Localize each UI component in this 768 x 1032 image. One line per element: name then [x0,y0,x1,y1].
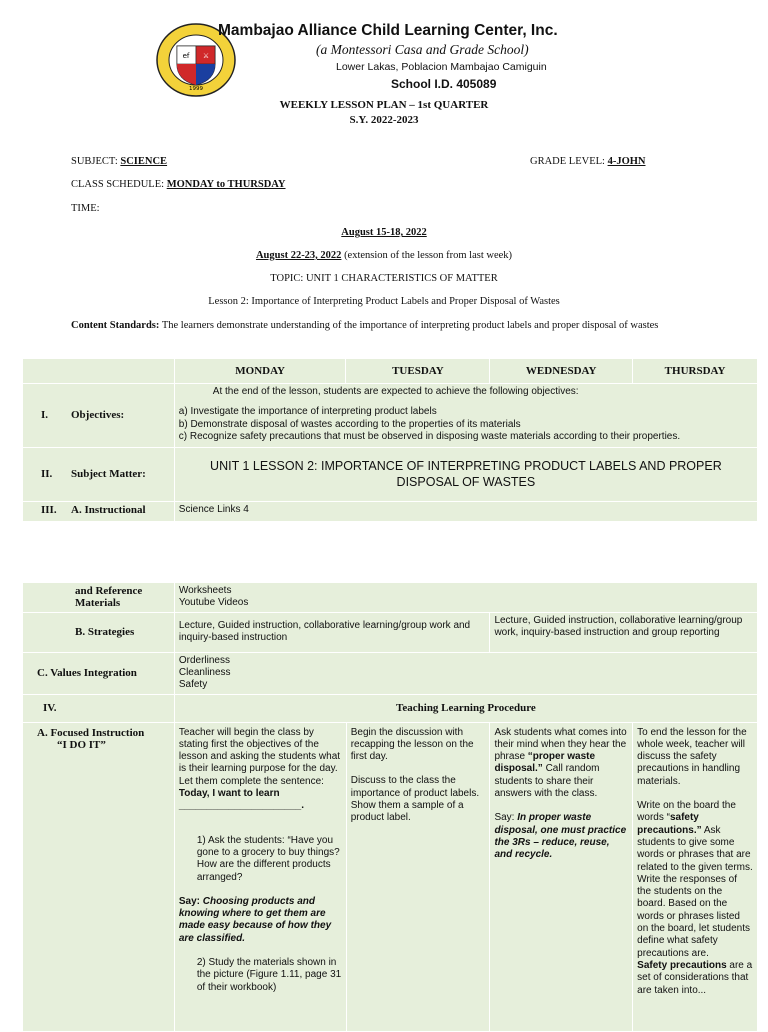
grade-line [530,156,646,167]
reference-values-cell [174,583,757,613]
wednesday-p1-bold: “proper waste disposal.” [494,751,596,775]
wednesday-say [494,812,628,861]
thursday-p3-bold: Safety precautions [637,959,727,971]
values-label: C. Values Integration [23,652,175,694]
date-1: August 15-18, 2022 [341,227,427,238]
subject-matter-value: UNIT 1 LESSON 2: IMPORTANCE OF INTERPRETING PRODUCT LABELS AND PROPER DISPOSAL OF WASTES [174,448,757,502]
reference-videos: Youtube Videos [178,597,249,609]
thursday-p3-text: are a set of considerations that are taken into... [637,959,753,996]
monday-intro-text: Teacher will begin the class by stating first the objectives of the lesson and asking the students what is their learning purpose for the day. Let them complete the sentence: [178,726,341,787]
focused-thursday-cell [633,722,758,1031]
thursday-p2b: Ask students to give some words or phrases that are related to the given terms. Write the responses of the students on the board. Based on the words or phrases listed on the board, let students define what safety precautions are. [637,824,753,959]
subject-label: SUBJECT: [71,156,121,167]
time-label: TIME: [71,203,100,214]
day-header-row [23,359,758,384]
thursday-p1: To end the lesson for the whole week, teacher will discuss the safety precautions in handling materials. [637,726,747,787]
svg-text:⚔: ⚔ [202,52,210,60]
plan-title-block [0,98,768,128]
subject-line [71,156,167,167]
school-year: S.Y. 2022-2023 [349,114,419,126]
focused-wednesday-cell [490,722,633,1031]
strategies-wed-thu: Lecture, Guided instruction, collaborative learning/group work, inquiry-based instruction and group reporting [490,612,758,652]
objective-a: a) Investigate the importance of interpreting product labels [178,406,437,418]
objectives-label-cell [23,384,175,448]
value-cleanliness: Cleanliness [178,666,231,678]
thursday-p2a: Write on the board the words “ [637,800,736,824]
instructional-label: A. Instructional [71,504,146,516]
objectives-row [23,384,758,448]
tuesday-p2: Discuss to the class the importance of product labels. Show them a sample of a product label. [350,775,480,824]
date-line-1 [0,227,768,238]
monday-item-2: 2) Study the materials shown in the picture (Figure 1.11, page 31 of their workbook) [196,957,342,993]
school-address: Lower Lakas, Poblacion Mambajao Camiguin [336,61,547,73]
focused-label: A. Focused Instruction [37,726,145,739]
monday-say [179,896,342,945]
tuesday-p1: Begin the discussion with recapping the lesson on the first day. [350,726,474,763]
instructional-num: III. [41,504,57,516]
focused-label-cell [23,722,175,1031]
svg-text:ef: ef [182,52,190,60]
day-header-wednesday: WEDNESDAY [490,359,633,384]
values-row [23,652,758,694]
monday-item-1: 1) Ask the students: “Have you gone to a grocery to buy things? How are the different products arranged? [196,834,340,883]
date-2-note: (extension of the lesson from last week) [341,250,513,261]
wednesday-say-label: Say: [494,812,518,824]
wednesday-p1-rest: Call random students to share their answers with the class. [494,763,600,800]
content-standards [71,319,731,333]
grade-label: GRADE LEVEL: [530,156,608,167]
objectives-intro: At the end of the lesson, students are expected to achieve the following objectives: [212,386,579,397]
subject-matter-num: II. [41,468,53,481]
svg-text:1999: 1999 [189,86,203,92]
monday-intro-bold: Today, I want to learn ______________________. [178,788,304,812]
thursday-p2 [637,800,753,960]
procedure-header-row [23,694,758,722]
instructional-row [23,502,758,522]
reference-row [23,583,758,613]
schedule-value: MONDAY to THURSDAY [166,179,286,190]
procedure-title: Teaching Learning Procedure [174,694,757,722]
monday-say-label: Say: [178,895,203,907]
focused-sub: “I DO IT” [57,739,106,752]
values-cell [174,652,757,694]
monday-intro [179,727,342,813]
strategies-row [23,612,758,652]
school-subtitle: (a Montessori Casa and Grade School) [316,42,529,57]
value-orderliness: Orderliness [178,654,230,666]
instructional-value: Science Links 4 [174,502,757,522]
header-empty-cell [23,359,175,384]
focused-monday-cell [174,722,346,1031]
wednesday-p1 [494,727,628,801]
day-header-tuesday: TUESDAY [346,359,490,384]
day-header-thursday: THURSDAY [633,359,758,384]
content-standards-label: Content Standards: [71,320,160,331]
date-2: August 22-23, 2022 [255,250,342,261]
focused-instruction-row [23,722,758,1031]
procedure-num: IV. [23,694,175,722]
lesson-title: Lesson 2: Importance of Interpreting Product Labels and Proper Disposal of Wastes [208,296,560,307]
strategies-mon-tue: Lecture, Guided instruction, collaborative learning/group work and inquiry-based instruction [174,612,490,652]
plan-title: WEEKLY LESSON PLAN – 1st QUARTER [279,99,489,111]
wednesday-say-text: In proper waste disposal, one must practice the 3Rs – reduce, reuse, and recycle. [494,812,627,861]
day-header-monday: MONDAY [174,359,346,384]
reference-worksheets: Worksheets [178,585,232,596]
subject-matter-row [23,448,758,502]
objective-b: b) Demonstrate disposal of wastes according to the properties of its materials [178,418,521,430]
topic: TOPIC: UNIT 1 CHARACTERISTICS OF MATTER [270,273,498,284]
wednesday-p1-text: Ask students what comes into their mind when they hear the phrase [494,726,627,763]
schedule-label: CLASS SCHEDULE: [71,179,167,190]
objectives-label: Objectives: [71,409,125,422]
schedule-line [71,179,286,190]
reference-label: and Reference Materials [23,583,175,613]
subject-matter-label-cell [23,448,175,502]
subject-matter-label: Subject Matter: [71,468,146,481]
lesson-plan-table-top [22,358,758,522]
thursday-p2-bold: safety precautions.” [637,812,702,836]
date-line-2 [0,250,768,261]
subject-value: SCIENCE [120,156,168,167]
grade-value: 4-JOHN [607,156,646,167]
school-name: Mambajao Alliance Child Learning Center, Inc. [218,22,558,39]
value-safety: Safety [178,679,208,691]
objective-c: c) Recognize safety precautions that must be observed in disposing waste materials according to their properties. [178,430,681,442]
focused-tuesday-cell [346,722,490,1031]
school-id: School I.D. 405089 [391,77,497,91]
lesson-plan-table-bottom [22,582,758,1032]
strategies-label: B. Strategies [23,612,175,652]
instructional-label-cell [23,502,175,522]
content-standards-text: The learners demonstrate understanding of the importance of interpreting product labels and proper disposal of wastes [159,320,659,331]
objectives-num: I. [41,409,49,422]
objectives-cell [174,384,757,448]
monday-say-text: Choosing products and knowing where to get them are made easy because of how they are classified. [178,895,332,944]
thursday-p3 [637,960,753,997]
